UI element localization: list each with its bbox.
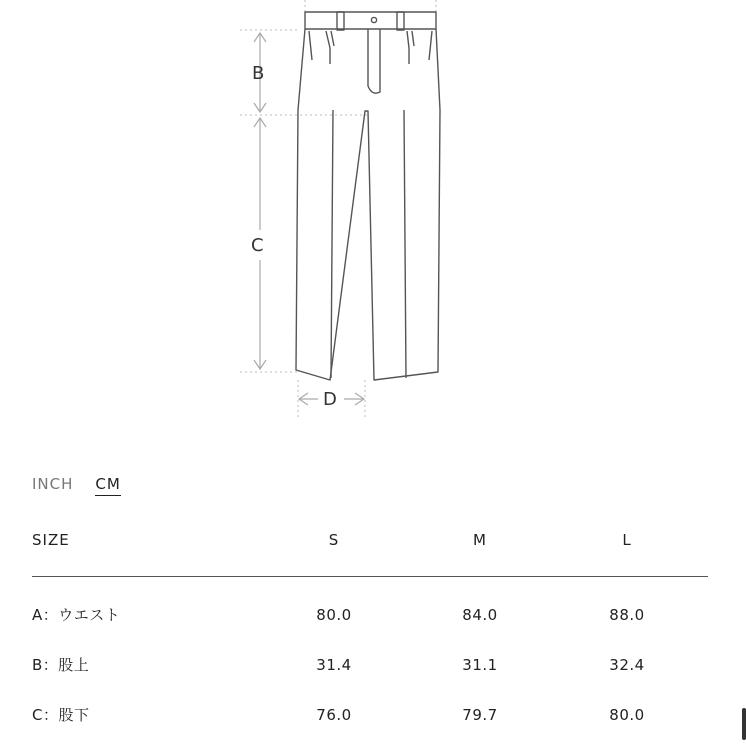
table-divider — [32, 576, 708, 577]
unit-option-inch[interactable]: INCH — [32, 475, 74, 493]
cell-value: 31.1 — [462, 656, 498, 674]
row-label-inseam: C：股下 — [32, 706, 90, 724]
trousers-outline — [296, 12, 440, 380]
cell-value: 32.4 — [609, 656, 645, 674]
cell-value: 80.0 — [316, 606, 352, 624]
header-s: S — [328, 531, 340, 549]
row-label-waist: A：ウエスト — [32, 606, 121, 624]
cell-value: 79.7 — [462, 706, 498, 724]
size-table — [32, 522, 708, 746]
row-label-rise: B：股上 — [32, 656, 90, 674]
cell-value: 76.0 — [316, 706, 352, 724]
cell-value: 84.0 — [462, 606, 498, 624]
cell-value: 88.0 — [609, 606, 645, 624]
header-m: M — [473, 531, 487, 549]
size-table-header — [32, 522, 708, 558]
header-size: SIZE — [32, 531, 70, 549]
table-row — [32, 697, 708, 733]
scrollbar-thumb[interactable] — [742, 708, 746, 740]
cell-value: 31.4 — [316, 656, 352, 674]
table-row — [32, 647, 708, 683]
header-l: L — [622, 531, 632, 549]
unit-option-cm[interactable]: CM — [95, 473, 120, 496]
dimension-b-label: B — [252, 63, 265, 84]
cell-value: 80.0 — [609, 706, 645, 724]
dimension-d-label: D — [323, 389, 337, 410]
unit-toggle — [32, 472, 121, 496]
table-row — [32, 597, 708, 633]
dimension-c-label: C — [251, 235, 264, 256]
